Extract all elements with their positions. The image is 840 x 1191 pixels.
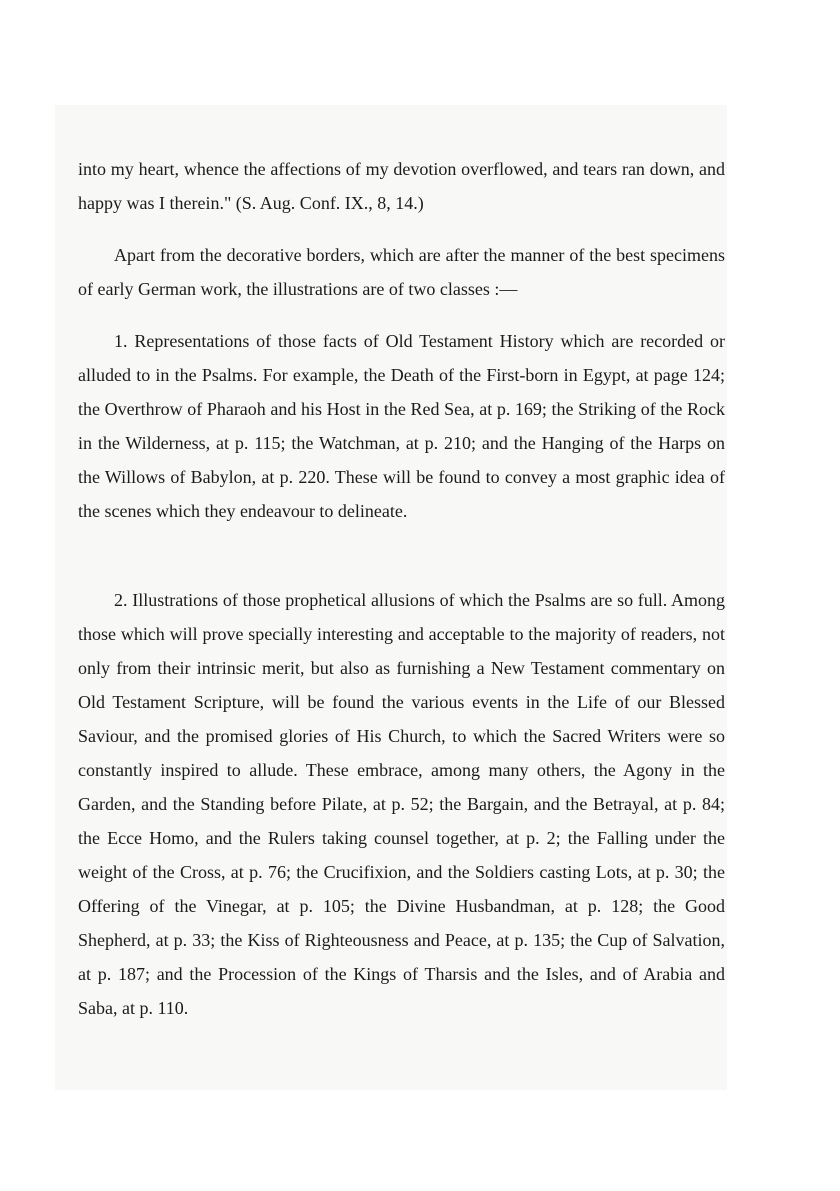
paragraph-class-two (78, 583, 725, 1025)
paragraph-text: 1. Representations of those facts of Old Testament History which are recorded or alluded to in the Psalms. For example, the Death of the First-born in Egypt, at page 124; the Overthrow of Pharaoh and his Host in the Red Sea, at p. 169; the Striking of the Rock in the Wilderness, at p. 115; the Watchman, at p. 210; and the Hanging of the Harps on the Willows of Babylon, at p. 220. These will be found to convey a most graphic idea of the scenes which they endeavour to delineate. (78, 331, 725, 521)
paragraph-class-one (78, 324, 725, 528)
paragraph-text: into my heart, whence the affections of my devotion overflowed, and tears ran down, and happy was I therein." (S. Aug. Conf. IX., 8, 14.) (78, 159, 725, 213)
paragraph-continuation (78, 152, 725, 220)
paragraph-text: 2. Illustrations of those prophetical allusions of which the Psalms are so full. Among those which will prove specially interesting and acceptable to the majority of readers, not only from their intrinsic merit, but also as furnishing a New Testament commentary on Old Testament Scripture, will be found the various events in the Life of our Blessed Saviour, and the promised glories of His Church, to which the Sacred Writers were so constantly inspired to allude. These embrace, among many others, the Agony in the Garden, and the Standing before Pilate, at p. 52; the Bargain, and the Betrayal, at p. 84; the Ecce Homo, and the Rulers taking counsel together, at p. 2; the Falling under the weight of the Cross, at p. 76; the Crucifixion, and the Soldiers casting Lots, at p. 30; the Offering of the Vinegar, at p. 105; the Divine Husbandman, at p. 128; the Good Shepherd, at p. 33; the Kiss of Righteousness and Peace, at p. 135; the Cup of Salvation, at p. 187; and the Procession of the Kings of Tharsis and the Isles, and of Arabia and Saba, at p. 110. (78, 590, 725, 1018)
paragraph-intro (78, 238, 725, 306)
paragraph-text: Apart from the decorative borders, which are after the manner of the best specimens of early German work, the illustrations are of two classes :— (78, 245, 725, 299)
